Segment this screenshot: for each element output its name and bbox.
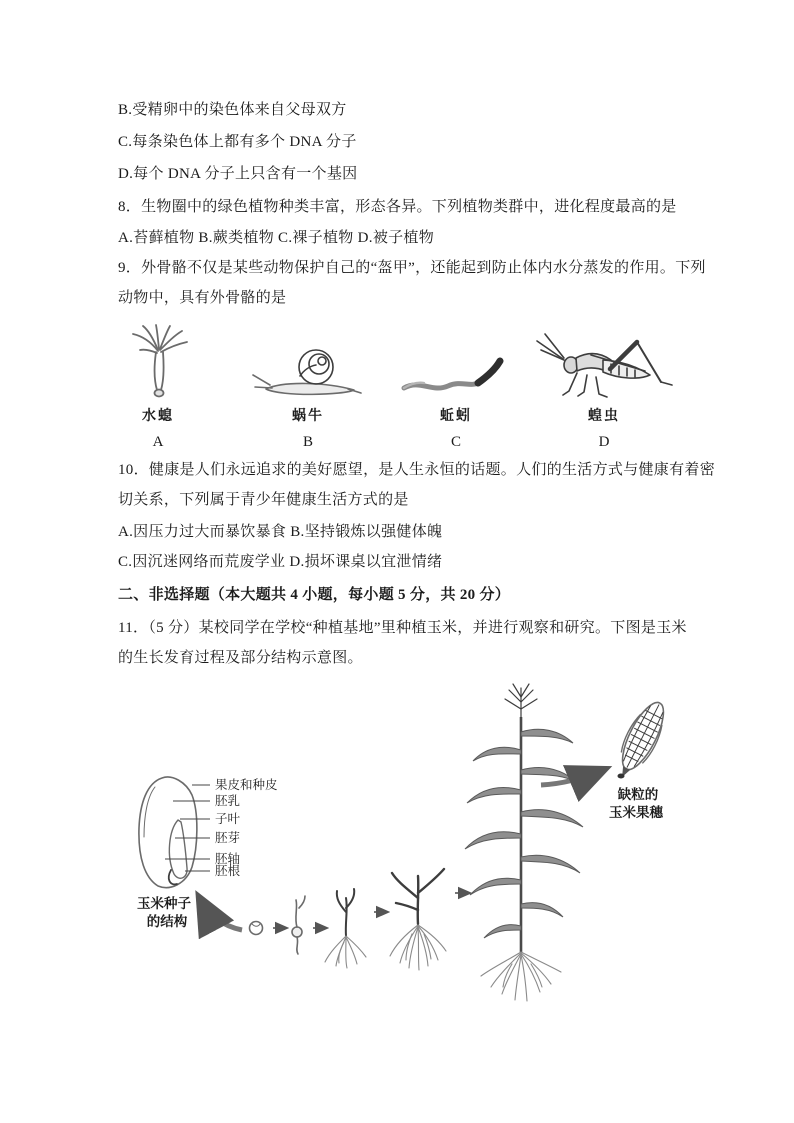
- q8-stem: 8．生物圈中的绿色植物种类丰富，形态各异。下列植物类群中，进化程度最高的是: [118, 199, 677, 215]
- seed-label-radicle: 胚根: [215, 864, 241, 878]
- q10-stem-line1: 10．健康是人们永远追求的美好愿望，是人生永恒的话题。人们的生活方式与健康有着密: [118, 462, 716, 478]
- seed-label-pericarp: 果皮和种皮: [215, 778, 278, 792]
- q9-stem-line2: 动物中，具有外骨骼的是: [118, 290, 287, 306]
- figure-label: 水螅: [142, 409, 174, 424]
- q10-stem-line2: 切关系，下列属于青少年健康生活方式的是: [118, 492, 409, 508]
- ear-label-line2: 玉米果穗: [609, 805, 663, 820]
- figure-letter: A: [152, 434, 164, 450]
- figure-letter: D: [598, 434, 610, 450]
- ear-label-line1: 缺粒的: [617, 787, 659, 802]
- seed-label-endosperm: 胚乳: [215, 794, 241, 808]
- figure-locust: [528, 322, 680, 451]
- seed-caption-line2: 的结构: [146, 914, 188, 929]
- q10-options-cd: C.因沉迷网络而荒废学业 D.损坏课桌以宜泄情绪: [118, 554, 443, 570]
- earthworm-icon: [400, 322, 512, 402]
- figure-letter: B: [302, 434, 313, 450]
- q9-stem-line1: 9．外骨骼不仅是某些动物保护自己的“盔甲”，还能起到防止体内水分蒸发的作用。下列: [118, 260, 706, 276]
- q7-option-c: C.每条染色体上都有多个 DNA 分子: [118, 134, 357, 150]
- q11-stem-line1: 11．（5 分）某校同学在学校“种植基地”里种植玉米，并进行观察和研究。下图是玉米: [118, 620, 687, 636]
- q10-options-ab: A.因压力过大而暴饮暴食 B.坚持锻炼以强健体魄: [118, 524, 443, 540]
- seed-caption-line1: 玉米种子: [137, 896, 191, 911]
- seed-label-plumule: 胚芽: [215, 831, 241, 845]
- corn-ear-sketch: [609, 696, 673, 784]
- corn-growth-diagram: [100, 672, 720, 1017]
- figure-earthworm: [388, 322, 524, 451]
- fallen-kernel-dot: [618, 774, 625, 779]
- figure-label: 蚯蚓: [440, 409, 472, 424]
- snail-icon: [248, 322, 368, 402]
- q7-option-d: D.每个 DNA 分子上只含有一个基因: [118, 166, 358, 182]
- figure-label: 蜗牛: [292, 409, 324, 424]
- section2-heading: 二、非选择题（本大题共 4 小题，每小题 5 分，共 20 分）: [118, 587, 511, 603]
- figure-letter: C: [450, 434, 461, 450]
- growth-stage-germination: [292, 896, 305, 954]
- seed-label-hypocotyl: 胚轴: [215, 852, 241, 866]
- seed-label-cotyledon: 子叶: [215, 812, 241, 826]
- locust-icon: [533, 322, 675, 402]
- growth-stage-seedling-medium: [390, 869, 446, 970]
- figure-label: 蝗虫: [588, 409, 620, 424]
- q8-options: A.苔藓植物 B.蕨类植物 C.裸子植物 D.被子植物: [118, 230, 435, 246]
- growth-stage-seedling-small: [325, 889, 366, 968]
- corn-plant-sketch: [465, 684, 583, 1001]
- figure-snail: [240, 322, 376, 451]
- figure-hydra: [110, 322, 206, 451]
- growth-stage-seed: [250, 922, 263, 935]
- q7-option-b: B.受精卵中的染色体来自父母双方: [118, 102, 347, 118]
- seed-label-leaders: [165, 785, 210, 871]
- hydra-icon: [118, 322, 198, 402]
- q11-stem-line2: 的生长发育过程及部分结构示意图。: [118, 650, 363, 666]
- seed-structure-arrow: [200, 899, 242, 930]
